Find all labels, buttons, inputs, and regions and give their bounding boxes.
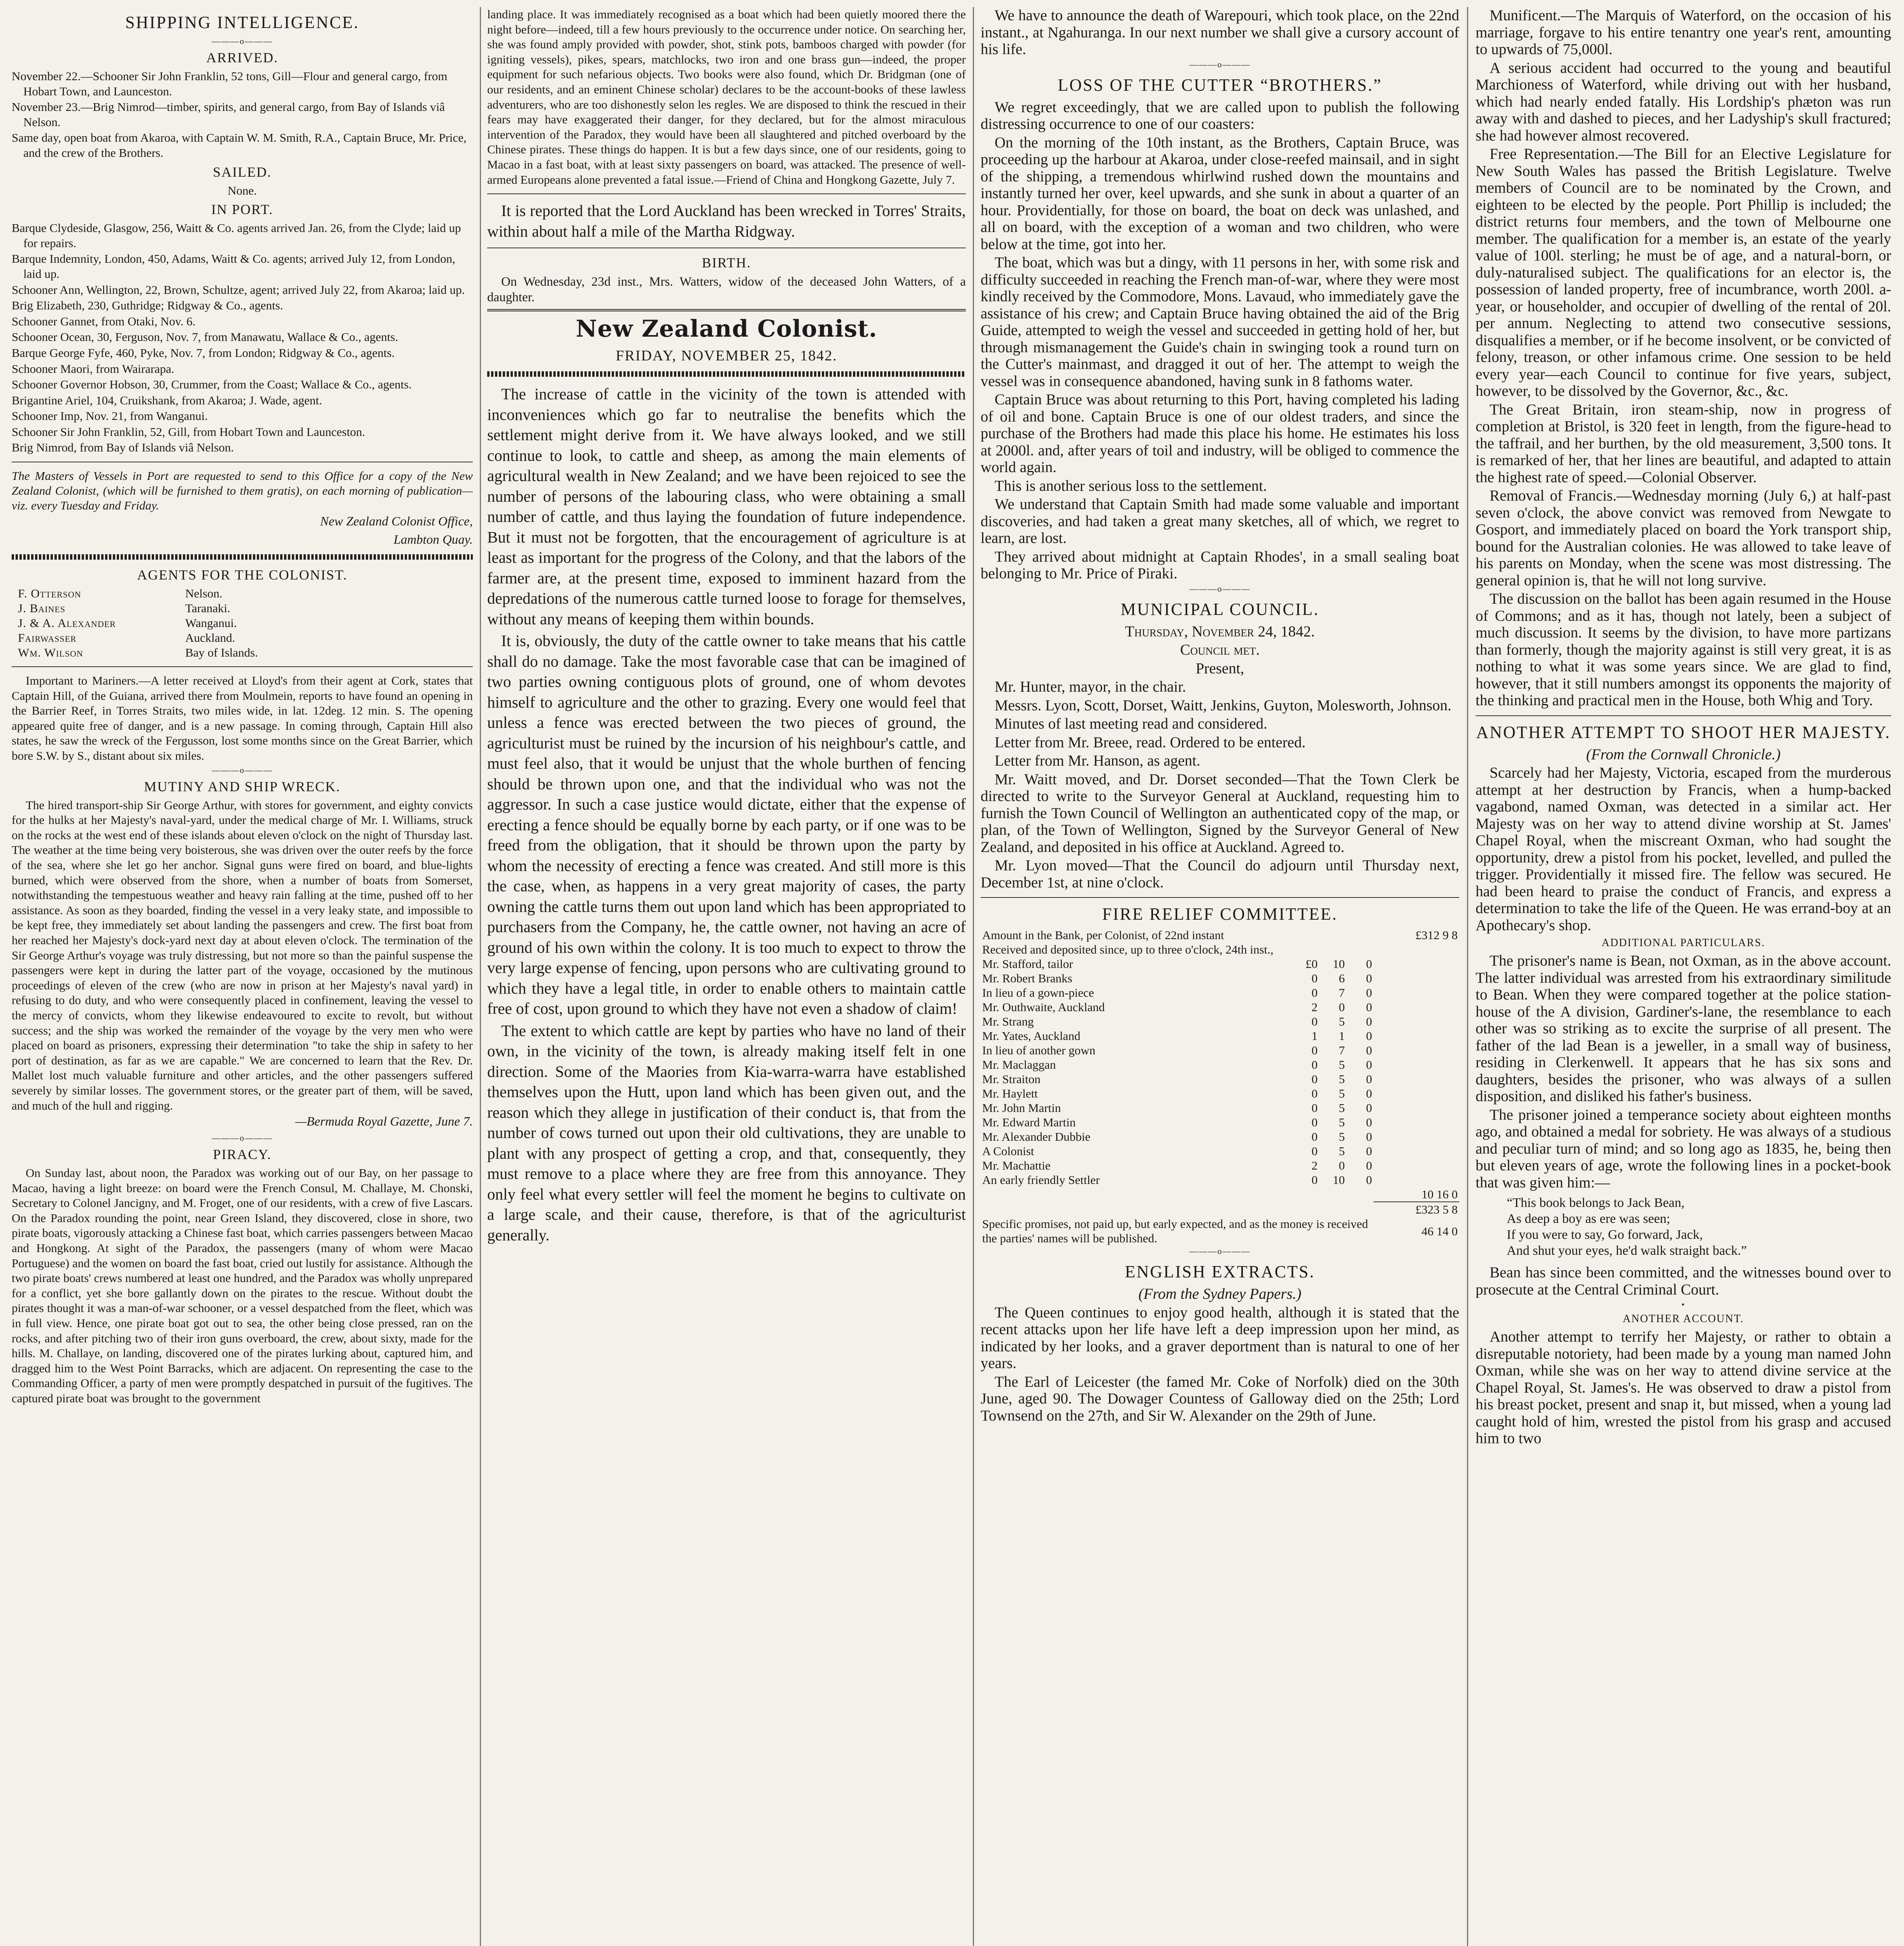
agent-row: J. & A. Alexander Wanganui.: [18, 616, 237, 630]
extracts-paragraph: The Queen continues to enjoy good health, although it is stated that the recent attacks upon her life have left a deep impression upon her mind, as indicated by her looks, and a graver deportment than is natural to one of her years.: [981, 1304, 1459, 1372]
table-row: £323 5 8: [981, 1202, 1459, 1217]
newspaper-title: New Zealand Colonist.: [576, 315, 877, 343]
table-row: In lieu of another gown 0 7 0: [982, 1043, 1372, 1057]
inport-entry: Schooner Ann, Wellington, 22, Brown, Schultze, agent; arrived July 22, from Akaroa; laid up.: [12, 283, 465, 297]
representation-article: Free Representation.—The Bill for an Elective Legislature for New South Wales has passed the British Legislature. Twelve members of Council are to be nominated by the Crown, and eighteen to be elected by the people. Port Phillip is included; the district returns four members, and the town of Melbourne one member. The qualification for a member is, an estate of the yearly value of 100l. sterling; he must be of age, and a natural-born, or duly-naturalised subject. The qualifications for an elector is, the possession of landed property, free of incumbrance, worth 200l. a-year, or householder, and occupier of dwelling of the rental of 20l. per annum. Neglecting to attend two consecutive sessions, disqualifies a member, or if he become insolvent, or be convicted of felony, treason, or other infamous crime. One session to be held every year—each Council to continue for five years, subject, however, to be dissolved by the Governor, &c., &c.: [1476, 146, 1891, 399]
council-item: Mr. Lyon moved—That the Council do adjourn until Thursday next, December 1st, at nine o'clock.: [981, 857, 1459, 891]
committed-paragraph: Bean has since been committed, and the witnesses bound over to prosecute at the Central Criminal Court.: [1476, 1264, 1891, 1298]
piracy-article: On Sunday last, about noon, the Paradox was working out of our Bay, on her passage to Macao, having a light breeze: on board were the French Consul, M. Challaye, M. Chonski, Secretary to Colonel Jancigny, and M. Froget, one of our residents, with a crew of five Lascars. On the Paradox rounding the point, near Green Island, they discovered, close in shore, two pirate boats, vigorously attacking a Chinese fast boat, which carries passengers between Macao and Hongkong. At sight of the Paradox, the passengers (many of whom were Macao Portuguese) and the women on board the fast boat, cried out lustily for assistance. Although the two pirate boats' crews numbered at least one hundred, and the Paradox was wholly unprepared for a conflict, yet she bore gallantly down on the pirates to the rescue. Without doubt the pirates thought it was a man-of-war schooner, or a vessel despatched from the fleet, which was in full view. Hence, one pirate boat got out to sea, the other being close pressed, ran on the rocks, and after pitching two of their iron guns overboard, the crew, about sixty, made for the hills. M. Challaye, on landing, discovered one of the pirates lurking about, captured him, and dragged him to the West Point Barracks, which are adjacent. On representing the case to the Commanding Officer, a party of men were promptly despatched in pursuit of the fugitives. The captured pirate boat was brought to the government: [12, 1166, 473, 1405]
masthead-rule: [487, 309, 966, 311]
sailed-heading: SAILED.: [213, 164, 272, 180]
inport-entry: Barque Indemnity, London, 450, Adams, Waitt & Co. agents; arrived July 12, from London, laid up.: [12, 252, 456, 281]
table-row: A Colonist 0 5 0: [982, 1144, 1372, 1158]
table-row: Mr. John Martin 0 5 0: [982, 1101, 1372, 1115]
table-row: Specific promises, not paid up, but early expected, and as the money is received the parties' names will be published. 46 14 0: [982, 1217, 1458, 1245]
table-row: Amount in the Bank, per Colonist, of 22nd instant £312 9 8: [982, 928, 1458, 942]
inport-entry: Brig Elizabeth, 230, Guthridge; Ridgway & Co., agents.: [12, 299, 283, 313]
masters-notice: [12, 469, 473, 513]
birth-heading: BIRTH.: [702, 255, 751, 271]
table-row: Mr. Strang 0 5 0: [982, 1015, 1372, 1028]
agents-heading: AGENTS FOR THE COLONIST.: [137, 567, 347, 583]
editorial-paragraph: The extent to which cattle are kept by parties who have no land of their own, in the vicinity of the town, is already making itself felt in one direction. Some of the Maories from Kia-warra-warra have established themselves upon the Hutt, upon land which has been given out, and the reason which they allege in justification of their conduct is, that from the number of cows turned out upon their old cultivations, they are unable to plant with any prospect of getting a crop, and that, consequently, they must remove to a place where they are free from this annoyance. They only feel what every settler will feel the moment he begins to cultivate on a large scale, and their cause, therefore, is that of the agriculturist generally.: [487, 1021, 966, 1244]
council-present: Present,: [1195, 660, 1244, 677]
council-met: Council met.: [1180, 641, 1260, 658]
lord-auckland-article: It is reported that the Lord Auckland has been wrecked in Torres' Straits, within about half a mile of the Martha Ridgway.: [487, 202, 966, 240]
notice-text: The Masters of Vessels in Port are requested to send to this Office for a copy of the New Zealand Colonist, (which will be furnished to them gratis), on each morning of publication—viz. every Tuesday and Friday.: [12, 469, 473, 513]
inport-entry: Schooner Gannet, from Otaki, Nov. 6.: [12, 314, 196, 328]
agents-list: [18, 586, 473, 660]
divider: [487, 193, 966, 194]
divider-band: [487, 371, 966, 377]
great-britain-article: The Great Britain, iron steam-ship, now in progress of completion at Bristol, is 320 feet in length, from the figure-head to the taffrail, and her burthen, by the old measurement, 3,500 tons. It is remarked of her, that her lines are beautiful, and adapted to attain the highest rate of speed.—Colonial Observer.: [1476, 401, 1891, 486]
issue-date: FRIDAY, NOVEMBER 25, 1842.: [616, 348, 837, 364]
mariners-article: Important to Mariners.—A letter received at Lloyd's from their agent at Cork, states that Captain Hill, of the Guiana, arrived there from Moulmein, reports to have found an opening in the Barrier Reef, in Torres Straits, two miles wide, in lat. 12deg. 12 min. S. The opening appeared quite free of danger, and is a new passage. In coming through, Captain Hill also states, he saw the wreck of the Fergusson, lost some months since on the Great Barrier, which bore S.W. by S., distant about six miles.: [12, 674, 473, 763]
attempt-source: (From the Cornwall Chronicle.): [1586, 746, 1781, 763]
inport-entry: Barque George Fyfe, 460, Pyke, Nov. 7, from London; Ridgway & Co., agents.: [12, 346, 395, 360]
table-row: Mr. Outhwaite, Auckland 2 0 0: [982, 1000, 1372, 1014]
column-rule: [973, 7, 974, 1946]
ornament: ———o———: [212, 36, 273, 46]
inport-entry: Schooner Maori, from Wairarapa.: [12, 362, 174, 376]
francis-article: Removal of Francis.—Wednesday morning (July 6,) at half-past seven o'clock, the above convict was removed from Newgate to Gosport, and immediately placed on board the York transport ship, bound for the Australian colonies. He was allowed to take leave of his parents on Monday, when the scene was most distressing. The general opinion is, that he will not long survive.: [1476, 487, 1891, 589]
council-item: Minutes of last meeting read and considered.: [995, 715, 1267, 732]
cutter-paragraph: On the morning of the 10th instant, as the Brothers, Captain Bruce, was proceeding up the harbour at Akaroa, under close-reefed mainsail, and in sight of the shipping, a tremendous whirlwind rushed down the mountains and instantly turned her over, keel upwards, and she sunk in about a quarter of an hour. Providentially, for those on board, the boat on deck was unlashed, and all on board, with the exception of a woman and two children, who were below at the time, got into her.: [981, 134, 1459, 253]
sailed-entry: None.: [228, 183, 257, 197]
fire-relief-table: [981, 928, 1459, 1245]
warepouri-notice: We have to announce the death of Warepouri, which took place, on the 22nd instant., at Ngahuranga. In our next number we shall give a cursory account of his life.: [981, 7, 1459, 58]
masthead: [487, 315, 966, 364]
cutter-paragraph: We regret exceedingly, that we are called upon to publish the following distressing occurrence to one of our coasters:: [981, 98, 1459, 132]
additional-paragraph: The prisoner's name is Bean, not Oxman, as in the above account. The latter individual was arrested from his extraordinary similitude to Bean. When they were compared together at the police station-house of the A division, Gardiner's-lane, the resemblance to each other was so striking as to excite the surprise of all present. The father of the lad Bean is a jeweller, in a small way of business, residing in Clerkenwell. It appears that he has six sons and daughters, besides the prisoner, who was always of a sullen disposition, and disliked his father's business.: [1476, 952, 1891, 1105]
agent-row: Wm. Wilson Bay of Islands.: [18, 646, 258, 660]
column-4: [1476, 7, 1891, 1946]
column-1: [12, 7, 473, 1946]
table-row: Received and deposited since, up to three o'clock, 24th inst.,: [982, 943, 1274, 956]
accident-article: A serious accident had occurred to the young and beautiful Marchioness of Waterford, while driving out with her husband, which had nearly ended fatally. His Lordship's phæton was run away with and dashed to pieces, and her Ladyship's skull fractured; she had however almost recovered.: [1476, 59, 1891, 144]
column-rule: [1467, 7, 1468, 1946]
inport-entry: Brig Nimrod, from Bay of Islands viâ Nelson.: [12, 441, 234, 455]
column-2: [487, 7, 966, 1946]
divider: [981, 897, 1459, 898]
extracts-heading: ENGLISH EXTRACTS.: [1125, 1262, 1315, 1281]
piracy-heading: PIRACY.: [213, 1147, 272, 1163]
piracy-continued: landing place. It was immediately recognised as a boat which had been quietly moored there the night before—indeed, till a few hours previously to the occurrence under notice. On searching her, she was found amply provided with powder, shot, stink pots, bamboos charged with powder (for igniting vessels), pikes, spears, matchlocks, two iron and one brass gun—indeed, the proper equipment for such nefarious objects. Two books were also found, which Dr. Bridgman (one of our residents, and an eminent Chinese scholar) declares to be the account-books of these lawless adventurers, who are too dishonestly selon les regles. We are disposed to think the rescued in their fears may have exaggerated their danger, for they declared, but for the almost miraculous intervention of the Paradox, they would have been all slaughtered and pitched overboard by the Chinese pirates. These things do happen. It is but a few days since, one of our residents, going to Macao in a fast boat, with at least sixty passengers on board, was attacked. The presence of well-armed Europeans alone prevented a fatal issue.—Friend of China and Hongkong Gazette, July 7.: [487, 7, 966, 186]
council-item: Messrs. Lyon, Scott, Dorset, Waitt, Jenkins, Guyton, Molesworth, Johnson.: [995, 697, 1451, 714]
verse-line: And shut your eyes, he'd walk straight back.”: [1507, 1243, 1747, 1258]
cutter-paragraph: The boat, which was but a dingy, with 11 persons in her, with some risk and difficulty succeeded in reaching the French man-of-war, where they were most kindly received by the Commodore, Mons. Lavaud, who immediately gave the assistance of his crew; and Captain Bruce having obtained the aid of the Brig Guide, attempted to weigh the vessel and succeeded in getting hold of her, but through mismanagement the Guide's chain in swinging took a round turn on the Cutter's mainmast, and dragged it out of her. The attempt to weigh the vessel was in consequence abandoned, having sunk in 8 fathoms water.: [981, 254, 1459, 390]
attempt-article: Scarcely had her Majesty, Victoria, escaped from the murderous attempt at her destruction by Francis, when a hump-backed vagabond, named Oxman, was detected in a similar act. Her Majesty was on her way to attend divine worship at St. James' Chapel Royal, when the miscreant Oxman, who had sought the opportunity, drew a pistol from his pocket, levelled, and pulled the trigger. Providentially it missed fire. The fellow was secured. He had been heard to praise the conduct of Francis, and express a determination to take the life of the Queen. He was errand-boy at an Apothecary's shop.: [1476, 764, 1891, 934]
table-row: An early friendly Settler 0 10 0: [982, 1173, 1372, 1187]
mutiny-source: —Bermuda Royal Gazette, June 7.: [295, 1115, 473, 1129]
table-row: In lieu of a gown-piece 0 7 0: [982, 986, 1372, 999]
cutter-paragraph: Captain Bruce was about returning to this Port, having completed his lading of oil and bone. Captain Bruce is one of our oldest traders, and since the purchase of the Brothers had made this place his home. He estimates his loss at 2000l. and, after years of toil and industry, will be obliged to commence the world again.: [981, 391, 1459, 476]
cutter-heading: LOSS OF THE CUTTER “BROTHERS.”: [1058, 75, 1382, 95]
mutiny-heading: MUTINY AND SHIP WRECK.: [144, 778, 340, 794]
table-row: Mr. Haylett 0 5 0: [982, 1087, 1372, 1100]
council-item: Mr. Hunter, mayor, in the chair.: [995, 678, 1186, 695]
divider: [12, 666, 473, 667]
birth-notice: On Wednesday, 23d inst., Mrs. Watters, widow of the deceased John Watters, of a daughter.: [487, 275, 966, 305]
another-paragraph: Another attempt to terrify her Majesty, or rather to obtain a disreputable notoriety, had been made by a young man named John Oxman, while she was on her way to attend divine service at the Chapel Royal, St. James's. He was observed to draw a pistol from his breast pocket, present and snap it, but missed, when a young lad caught hold of him, wrested the pistol from his grasp and accused him to two: [1476, 1328, 1891, 1447]
table-row: Mr. Alexander Dubbie 0 5 0: [982, 1130, 1372, 1143]
table-row: Mr. Maclaggan 0 5 0: [982, 1058, 1372, 1071]
column-rule: [480, 7, 481, 1946]
editorial-paragraph: It is, obviously, the duty of the cattle owner to take means that his cattle shall do no damage. Take the most favorable case that can be imagined of two parties owning contiguous plots of ground, one of whom devotes himself to agriculture and the other to grazing. Every one would feel that unless a fence was erected between the two pieces of ground, the agriculturist must be ruined by the incursion of his neighbour's cattle, and must feel also, that it would be unjust that the whole burthen of fencing should be thrown upon one, and that the individual who was not the aggressor. In such a case justice would dictate, either that the expense of erecting a fence should be equally borne by each party, or if one was to be freed from the obligation, that it should be thrown upon the party by whom the necessity of erecting a fence was created. And still more is this the case, when, as happens in a very great majority of cases, the party owning the cattle turns them out upon land which has been appropriated to purchasers from the Company, he, the cattle owner, not having an acre of ground of his own within the colony. It is too much to expect to throw the very large expense of fencing, upon persons who are cultivating ground to which they have a legal title, in order to enable others to maintain cattle free of cost, upon ground to which they have not even a shadow of claim!: [487, 632, 966, 1018]
shipping-heading: SHIPPING INTELLIGENCE.: [125, 13, 360, 32]
table-row: Mr. Stafford, tailor £0 10 0: [982, 957, 1372, 971]
extracts-source: (From the Sydney Papers.): [1138, 1286, 1302, 1302]
council-date: Thursday, November 24, 1842.: [1125, 623, 1315, 640]
council-item: Mr. Waitt moved, and Dr. Dorset seconded—That the Town Clerk be directed to write to the Surveyor General at Auckland, requesting him to furnish the Town Council of Wellington an authenticated copy of the map, or plan, of the Town of Wellington, Signed by the Surveyor General of New Zealand, and deposited in his office at Auckland. Agreed to.: [981, 771, 1459, 855]
notice-signature: Lambton Quay.: [393, 533, 473, 547]
munificent-article: Munificent.—The Marquis of Waterford, on the occasion of his marriage, forgave to his entire tenantry one year's rent, amounting to upwards of 75,000l.: [1476, 7, 1891, 58]
extracts-paragraph: The Earl of Leicester (the famed Mr. Coke of Norfolk) died on the 30th June, aged 90. The Dowager Countess of Galloway died on the 25th; Lord Townsend on the 27th, and Sir W. Alexander on the 29th of June.: [981, 1373, 1459, 1424]
council-heading: MUNICIPAL COUNCIL.: [1120, 599, 1320, 619]
ornament: ———o———: [1189, 59, 1251, 69]
additional-heading: ADDITIONAL PARTICULARS.: [1601, 937, 1765, 949]
inport-entry: Schooner Governor Hobson, 30, Crummer, from the Coast; Wallace & Co., agents.: [12, 378, 412, 392]
ornament: ———o———: [1189, 1246, 1251, 1256]
cutter-paragraph: They arrived about midnight at Captain Rhodes', in a small sealing boat belonging to Mr. Price of Piraki.: [981, 548, 1459, 582]
inport-entry: Schooner Sir John Franklin, 52, Gill, from Hobart Town and Launceston.: [12, 425, 365, 439]
table-row: Mr. Robert Branks 0 6 0: [982, 971, 1372, 985]
ornament: ———o———: [1189, 583, 1251, 594]
ornament: •: [1681, 1300, 1685, 1309]
verse-line: If you were to say, Go forward, Jack,: [1507, 1228, 1703, 1242]
cutter-paragraph: This is another serious loss to the settlement.: [995, 477, 1267, 494]
agent-row: F. Otterson Nelson.: [18, 587, 223, 601]
ornament: ———o———: [212, 765, 273, 775]
newspaper-page: [12, 7, 1891, 1946]
editorial-paragraph: The increase of cattle in the vicinity of the town is attended with inconveniences which go far to neutralise the benefits which the settlement might derive from it. We have always looked, and we still continue to look, to cattle and sheep, as among the main elements of agricultural wealth in New Zealand; and we have been rejoiced to see the number of persons of the labouring class, who were obtaining a small number of cattle, and thus laying the foundation of future independence. But it must not be forgotten, that the encouragement of agriculture is at least as important for the progress of the Colony, and that the labors of the farmer are, at the present time, exposed to imminent hazard from the depredations of the numerous cattle turned loose to forage for themselves, without any means of keeping them within bounds.: [487, 385, 966, 628]
inport-entry: Brigantine Ariel, 104, Cruikshank, from Akaroa; J. Wade, agent.: [12, 393, 322, 407]
arrived-entry: November 23.—Brig Nimrod—timber, spirits, and general cargo, from Bay of Islands viâ Nelson.: [12, 100, 445, 129]
inport-entry: Barque Clydeside, Glasgow, 256, Waitt & Co. agents arrived Jan. 26, from the Clyde; laid up for repairs.: [12, 221, 461, 250]
inport-heading: IN PORT.: [211, 202, 274, 218]
arrived-heading: ARRIVED.: [206, 50, 278, 65]
verse: [1507, 1195, 1891, 1259]
another-heading: ANOTHER ACCOUNT.: [1623, 1313, 1744, 1325]
attempt-heading: ANOTHER ATTEMPT TO SHOOT HER MAJESTY.: [1476, 722, 1891, 742]
table-row: Mr. Machattie 2 0 0: [982, 1159, 1372, 1172]
arrived-entry: Same day, open boat from Akaroa, with Captain W. M. Smith, R.A., Captain Bruce, Mr. Price, and the crew of the Brothers.: [12, 131, 467, 160]
cutter-paragraph: We understand that Captain Smith had made some valuable and important discoveries, and had taken a great many sketches, all of which, we regret to learn, are lost.: [981, 496, 1459, 546]
table-row: Mr. Edward Martin 0 5 0: [982, 1115, 1372, 1129]
notice-signature: New Zealand Colonist Office,: [320, 515, 473, 529]
table-row: 10 16 0: [1421, 1187, 1458, 1201]
agent-row: Fairwasser Auckland.: [18, 631, 235, 645]
council-item: Letter from Mr. Breee, read. Ordered to be entered.: [995, 734, 1306, 751]
arrived-entry: November 22.—Schooner Sir John Franklin, 52 tons, Gill—Flour and general cargo, from Hobart Town, and Launceston.: [12, 69, 447, 98]
inport-entry: Schooner Ocean, 30, Ferguson, Nov. 7, from Manawatu, Wallace & Co., agents.: [12, 330, 398, 344]
additional-paragraph: The prisoner joined a temperance society about eighteen months ago, and obtained a medal for sobriety. He was always of a studious and peculiar turn of mind; and so long ago as 1835, he, being then but eleven years of age, wrote the following lines in a pocket-book that was given him:—: [1476, 1106, 1891, 1191]
council-item: Letter from Mr. Hanson, as agent.: [995, 752, 1200, 769]
mutiny-article: The hired transport-ship Sir George Arthur, with stores for government, and eighty convicts for the hulks at her Majesty's naval-yard, under the medical charge of Mr. I. Williams, struck on the rocks at the west end of these islands about eleven o'clock on the night of Thursday last. The weather at the time being very boisterous, she was driven over the outer reefs by the force of the sea, where she let go her anchor. Signal guns were fired on board, and blue-lights burned, which were observed from the shore, when a number of boats from Somerset, notwithstanding the tempestuous weather and heavy rain falling at the time, pushed off to her assistance. As soon as they boarded, finding the vessel in a very leaky state, and impossible to be kept free, they immediately set about landing the passengers and crew. The first boat from her reached her Majesty's dock-yard next day at about eleven o'clock. The termination of the Sir George Arthur's voyage was truly distressing, but not more so than the painful suspense the passengers were kept in during the latter part of the voyage, occasioned by the mutinous proceedings of eleven of the crew (who are now in prison at her Majesty's naval yard) in refusing to do duty, and who were consequently placed in confinement, leaving the vessel to the mercy of convicts, whom they likewise endeavoured to excite to revolt, but without success; and the ship was worked the remainder of the voyage by the very men who were placed on board as prisoners, expressing their determination "to take the ship in safety to her port of destination, as far as we are capable." We are concerned to learn that the Rev. Dr. Mallet lost much valuable furniture and other articles, and the other passengers suffered severely by similar losses. The government stores, or the greater part of them, will be saved, and much of the hull and rigging.: [12, 798, 473, 1112]
ornament: ———o———: [212, 1133, 273, 1143]
agent-row: J. Baines Taranaki.: [18, 601, 230, 615]
table-row: Mr. Straiton 0 5 0: [982, 1072, 1372, 1086]
verse-line: As deep a boy as ere was seen;: [1507, 1212, 1671, 1226]
table-row: Mr. Yates, Auckland 1 1 0: [982, 1029, 1372, 1043]
divider: [1476, 715, 1891, 716]
fire-heading: FIRE RELIEF COMMITTEE.: [1102, 905, 1338, 924]
divider-band: [12, 554, 473, 560]
inport-entry: Schooner Imp, Nov. 21, from Wanganui.: [12, 409, 208, 423]
verse-line: “This book belongs to Jack Bean,: [1507, 1196, 1685, 1210]
ballot-article: The discussion on the ballot has been again resumed in the House of Commons; and as it has, though not lately, been a subject of much discussion. It seems by the division, to have more partizans than formerly, though the majority against is still very great, it is as nothing to what it was some years since. We are glad to find, however, that it still numbers amongst its opponents the majority of the thinking and practical men in the House, both Whig and Tory.: [1476, 590, 1891, 709]
column-3: [981, 7, 1459, 1946]
